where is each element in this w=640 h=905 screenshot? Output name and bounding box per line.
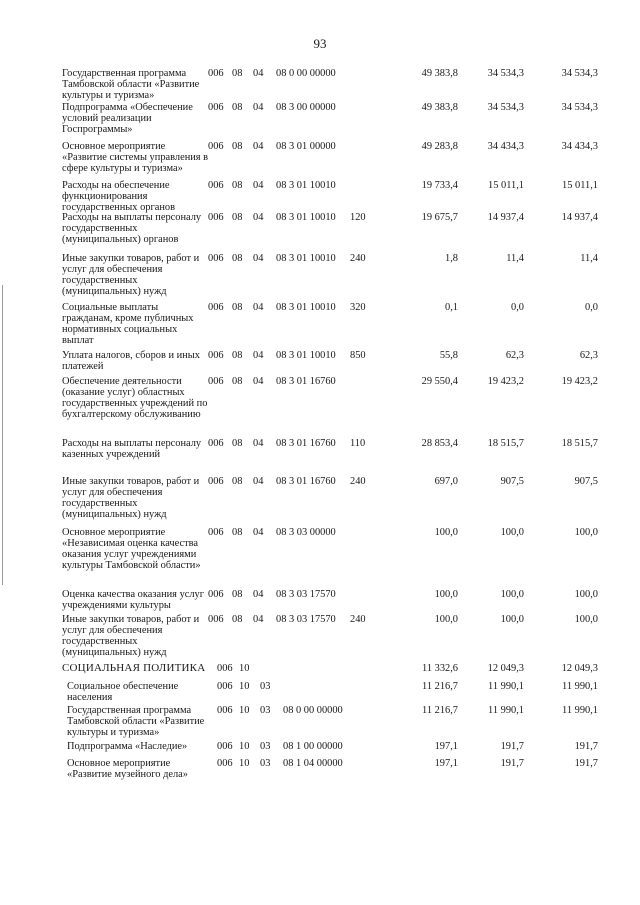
row-ved: 006	[208, 180, 224, 191]
row-ved: 006	[208, 376, 224, 387]
row-csr: 08 3 01 10010	[276, 180, 336, 191]
row-ved: 006	[217, 741, 233, 752]
row-pr: 04	[253, 350, 264, 361]
row-value-1: 49 383,8	[421, 102, 458, 113]
row-value-1: 0,1	[445, 302, 458, 313]
row-value-2: 14 937,4	[487, 212, 524, 223]
row-name: Уплата налогов, сборов и иных платежей	[62, 350, 200, 372]
row-name: Оценка качества оказания услуг учреждениями культуры	[62, 589, 205, 611]
row-pr: 04	[253, 438, 264, 449]
row-pr: 04	[253, 614, 264, 625]
row-rz: 08	[232, 438, 243, 449]
row-name: Основное мероприятие «Независимая оценка качества оказания услуг учреждениями культуры Тамбовской области»	[62, 527, 201, 571]
row-value-1: 49 383,8	[421, 68, 458, 79]
row-ved: 006	[217, 663, 233, 674]
row-name: Расходы на обеспечение функционирования государственных органов	[62, 180, 175, 213]
row-pr: 04	[253, 68, 264, 79]
row-value-2: 0,0	[511, 302, 524, 313]
row-pr: 04	[253, 376, 264, 387]
row-name: Государственная программа Тамбовской области «Развитие культуры и туризма»	[67, 705, 205, 738]
row-value-3: 191,7	[574, 758, 598, 769]
row-rz: 08	[232, 253, 243, 264]
row-vr: 850	[350, 350, 366, 361]
row-ved: 006	[217, 705, 233, 716]
row-value-1: 55,8	[439, 350, 458, 361]
row-name: Расходы на выплаты персоналу казенных учреждений	[62, 438, 202, 460]
row-value-1: 100,0	[434, 527, 458, 538]
row-ved: 006	[208, 253, 224, 264]
row-value-2: 18 515,7	[487, 438, 524, 449]
row-pr: 04	[253, 212, 264, 223]
row-name: Социальные выплаты гражданам, кроме публичных нормативных социальных выплат	[62, 302, 194, 346]
row-value-3: 191,7	[574, 741, 598, 752]
row-value-3: 100,0	[574, 589, 598, 600]
row-ved: 006	[208, 476, 224, 487]
row-csr: 08 1 04 00000	[283, 758, 343, 769]
row-rz: 10	[239, 663, 250, 674]
row-ved: 006	[208, 589, 224, 600]
row-name: Подпрограмма «Наследие»	[67, 741, 188, 752]
row-rz: 08	[232, 212, 243, 223]
row-ved: 006	[208, 350, 224, 361]
row-name: Иные закупки товаров, работ и услуг для обеспечения государственных (муниципальных) нужд	[62, 614, 200, 658]
row-pr: 04	[253, 141, 264, 152]
row-rz: 08	[232, 302, 243, 313]
row-pr: 03	[260, 681, 271, 692]
row-rz: 08	[232, 527, 243, 538]
row-csr: 08 3 03 00000	[276, 527, 336, 538]
row-csr: 08 3 01 16760	[276, 438, 336, 449]
row-name: Подпрограмма «Обеспечение условий реализации Госпрограммы»	[62, 102, 193, 135]
row-csr: 08 3 03 17570	[276, 614, 336, 625]
row-name: Обеспечение деятельности (оказание услуг) областных государственных учреждений по бухгалтерскому обслуживанию	[62, 376, 208, 420]
page-number: 93	[313, 36, 327, 51]
row-value-2: 34 434,3	[487, 141, 524, 152]
row-pr: 04	[253, 589, 264, 600]
row-value-3: 34 534,3	[561, 68, 598, 79]
row-pr: 04	[253, 180, 264, 191]
row-value-1: 11 216,7	[422, 681, 458, 692]
section-title: СОЦИАЛЬНАЯ ПОЛИТИКА	[62, 662, 206, 674]
row-value-1: 19 675,7	[421, 212, 458, 223]
row-csr: 08 3 01 10010	[276, 302, 336, 313]
row-ved: 006	[208, 438, 224, 449]
row-ved: 006	[217, 758, 233, 769]
row-ved: 006	[208, 302, 224, 313]
row-rz: 08	[232, 589, 243, 600]
row-vr: 110	[350, 438, 366, 449]
row-vr: 240	[350, 253, 366, 264]
row-ved: 006	[208, 68, 224, 79]
row-name: Социальное обеспечение населения	[67, 681, 179, 703]
row-rz: 08	[232, 476, 243, 487]
row-csr: 08 1 00 00000	[283, 741, 343, 752]
row-value-3: 19 423,2	[561, 376, 598, 387]
row-value-3: 18 515,7	[561, 438, 598, 449]
row-pr: 03	[260, 758, 271, 769]
row-rz: 08	[232, 180, 243, 191]
row-pr: 04	[253, 476, 264, 487]
row-value-2: 907,5	[500, 476, 524, 487]
row-value-1: 19 733,4	[421, 180, 458, 191]
row-value-3: 100,0	[574, 527, 598, 538]
row-ved: 006	[208, 614, 224, 625]
row-rz: 08	[232, 614, 243, 625]
row-csr: 08 3 01 00000	[276, 141, 336, 152]
row-value-1: 197,1	[434, 741, 458, 752]
row-csr: 08 3 00 00000	[276, 102, 336, 113]
row-value-3: 11 990,1	[562, 705, 598, 716]
row-rz: 08	[232, 68, 243, 79]
row-value-3: 12 049,3	[561, 663, 598, 674]
row-name: Государственная программа Тамбовской области «Развитие культуры и туризма»	[62, 68, 200, 101]
row-value-2: 191,7	[500, 741, 524, 752]
row-value-3: 11 990,1	[562, 681, 598, 692]
row-ved: 006	[208, 527, 224, 538]
row-value-3: 62,3	[579, 350, 598, 361]
row-rz: 08	[232, 376, 243, 387]
row-value-1: 100,0	[434, 589, 458, 600]
row-rz: 10	[239, 705, 250, 716]
row-value-2: 12 049,3	[487, 663, 524, 674]
row-csr: 08 3 01 10010	[276, 350, 336, 361]
row-name: Основное мероприятие «Развитие музейного дела»	[67, 758, 188, 780]
row-value-3: 0,0	[585, 302, 598, 313]
row-value-1: 11 332,6	[422, 663, 458, 674]
row-value-2: 34 534,3	[487, 68, 524, 79]
row-value-2: 62,3	[505, 350, 524, 361]
row-value-1: 29 550,4	[421, 376, 458, 387]
row-csr: 08 3 01 10010	[276, 253, 336, 264]
row-vr: 240	[350, 476, 366, 487]
row-csr: 08 0 00 00000	[283, 705, 343, 716]
row-rz: 10	[239, 758, 250, 769]
row-csr: 08 3 01 10010	[276, 212, 336, 223]
row-value-2: 19 423,2	[487, 376, 524, 387]
row-value-3: 15 011,1	[562, 180, 598, 191]
row-value-2: 191,7	[500, 758, 524, 769]
row-name: Иные закупки товаров, работ и услуг для обеспечения государственных (муниципальных) нужд	[62, 253, 200, 297]
row-value-3: 11,4	[580, 253, 598, 264]
row-name: Иные закупки товаров, работ и услуг для обеспечения государственных (муниципальных) нужд	[62, 476, 200, 520]
row-name: Основное мероприятие «Развитие системы управления в сфере культуры и туризма»	[62, 141, 209, 174]
row-pr: 04	[253, 302, 264, 313]
row-vr: 240	[350, 614, 366, 625]
row-pr: 04	[253, 253, 264, 264]
row-value-2: 11 990,1	[488, 681, 524, 692]
row-value-1: 11 216,7	[422, 705, 458, 716]
row-value-1: 28 853,4	[421, 438, 458, 449]
row-pr: 03	[260, 705, 271, 716]
row-value-2: 15 011,1	[488, 180, 524, 191]
row-value-1: 1,8	[445, 253, 458, 264]
row-csr: 08 0 00 00000	[276, 68, 336, 79]
row-value-2: 34 534,3	[487, 102, 524, 113]
row-pr: 04	[253, 102, 264, 113]
row-value-3: 34 534,3	[561, 102, 598, 113]
row-value-1: 100,0	[434, 614, 458, 625]
row-rz: 08	[232, 350, 243, 361]
row-vr: 120	[350, 212, 366, 223]
row-ved: 006	[208, 102, 224, 113]
row-rz: 08	[232, 141, 243, 152]
row-value-1: 197,1	[434, 758, 458, 769]
row-ved: 006	[208, 141, 224, 152]
row-rz: 10	[239, 741, 250, 752]
row-pr: 04	[253, 527, 264, 538]
row-value-2: 100,0	[500, 527, 524, 538]
row-value-2: 100,0	[500, 614, 524, 625]
row-csr: 08 3 03 17570	[276, 589, 336, 600]
row-pr: 03	[260, 741, 271, 752]
row-value-1: 697,0	[434, 476, 458, 487]
row-value-3: 14 937,4	[561, 212, 598, 223]
row-rz: 08	[232, 102, 243, 113]
row-vr: 320	[350, 302, 366, 313]
row-value-1: 49 283,8	[421, 141, 458, 152]
row-value-2: 11,4	[506, 253, 524, 264]
row-value-2: 11 990,1	[488, 705, 524, 716]
row-value-3: 907,5	[574, 476, 598, 487]
row-value-3: 100,0	[574, 614, 598, 625]
row-value-3: 34 434,3	[561, 141, 598, 152]
row-csr: 08 3 01 16760	[276, 376, 336, 387]
row-value-2: 100,0	[500, 589, 524, 600]
row-rz: 10	[239, 681, 250, 692]
row-name: Расходы на выплаты персоналу государственных (муниципальных) органов	[62, 212, 202, 245]
row-ved: 006	[217, 681, 233, 692]
row-csr: 08 3 01 16760	[276, 476, 336, 487]
row-ved: 006	[208, 212, 224, 223]
